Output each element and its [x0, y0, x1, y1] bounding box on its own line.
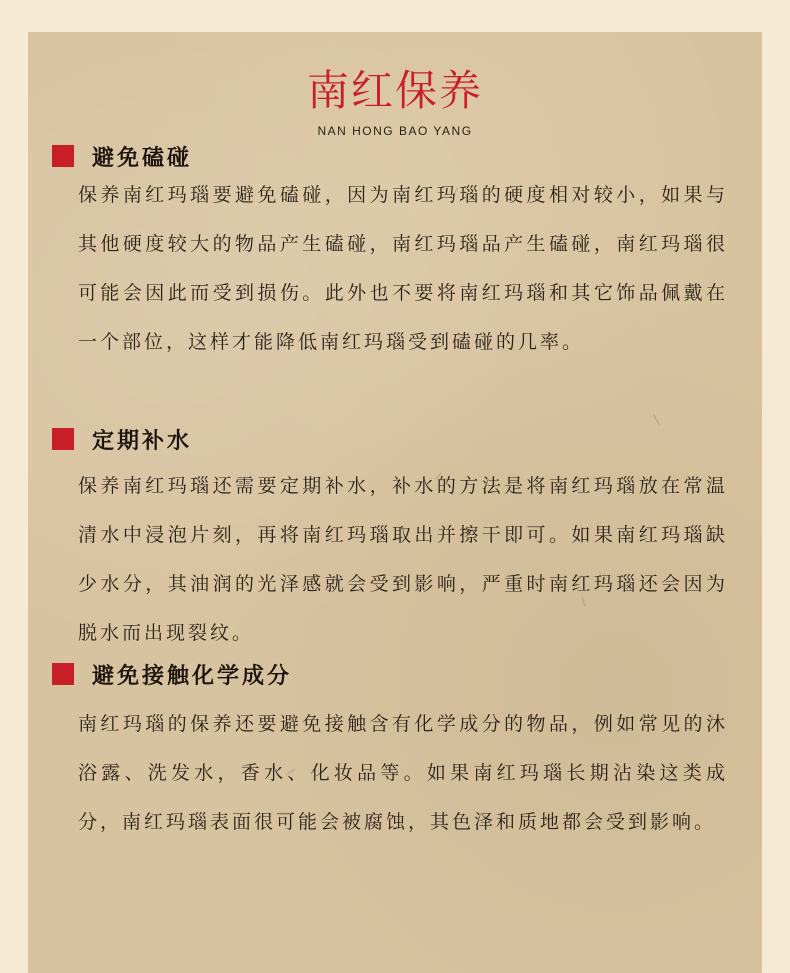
section-heading-avoid-chemicals: [52, 660, 292, 688]
red-square-bullet-icon: [52, 663, 74, 685]
paper-fiber: [653, 415, 660, 426]
section-heading-avoid-bumping: [52, 142, 192, 170]
section-heading-text: 避免接触化学成分: [92, 663, 293, 689]
section-heading-hydration: [52, 425, 192, 453]
red-square-bullet-icon: [52, 428, 74, 450]
red-square-bullet-icon: [52, 145, 74, 167]
section-heading-text: 避免磕碰: [92, 145, 193, 171]
section-body-avoid-bumping: 保养南红玛瑙要避免磕碰，因为南红玛瑙的硬度相对较小，如果与其他硬度较大的物品产生磕碰，南红玛瑙品产生磕碰，南红玛瑙很可能会因此而受到损伤。此外也不要将南红玛瑙和其它饰品佩戴在一个部位，这样才能降低南红玛瑙受到磕碰的几率。: [78, 184, 728, 353]
section-body-hydration: 保养南红玛瑙还需要定期补水，补水的方法是将南红玛瑙放在常温清水中浸泡片刻，再将南红玛瑙取出并擦干即可。如果南红玛瑙缺少水分，其油润的光泽感就会受到影响，严重时南红玛瑙还会因为脱水而出现裂纹。: [78, 475, 728, 644]
section-heading-text: 定期补水: [92, 428, 193, 454]
page-title: 南红保养: [306, 66, 483, 115]
paper-background: [28, 32, 762, 973]
page-subtitle: NAN HONG BAO YANG: [317, 124, 473, 138]
section-body-avoid-chemicals: 南红玛瑙的保养还要避免接触含有化学成分的物品，例如常见的沐浴露、洗发水，香水、化妆品等。如果南红玛瑙长期沾染这类成分，南红玛瑙表面很可能会被腐蚀，其色泽和质地都会受到影响。: [78, 713, 728, 833]
